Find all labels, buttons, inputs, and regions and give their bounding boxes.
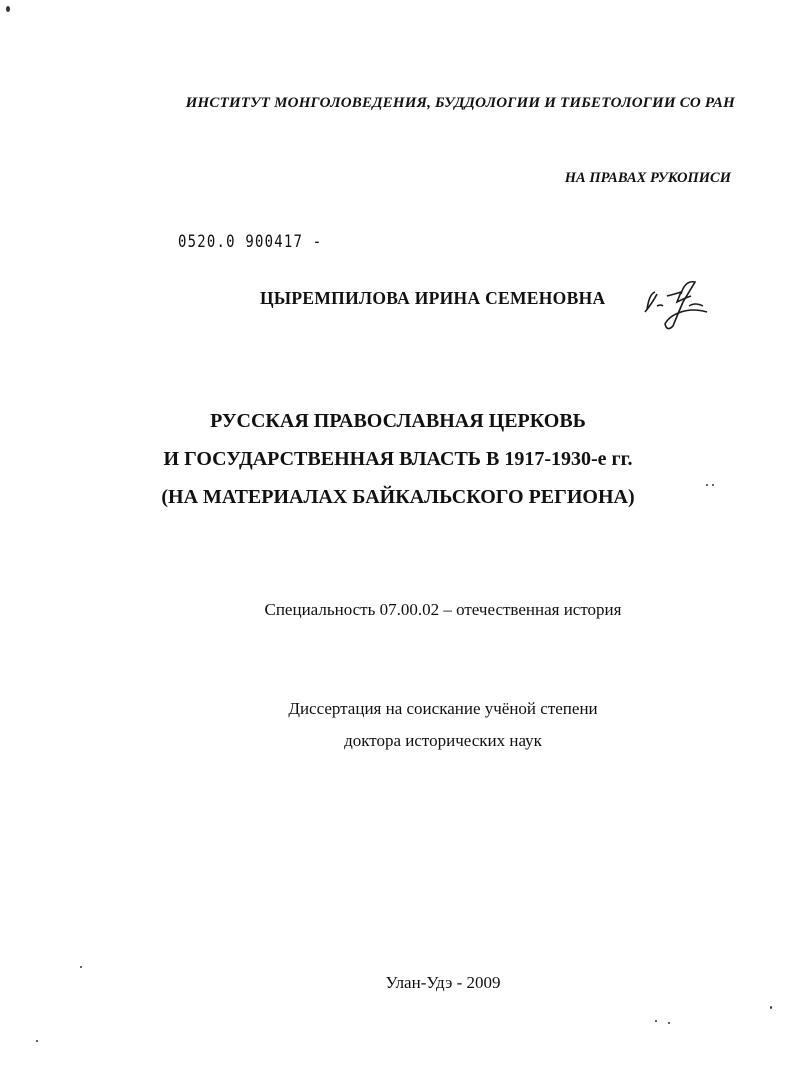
scan-speck [770, 1006, 772, 1009]
scan-speck [6, 6, 10, 12]
title-line-3: (НА МАТЕРИАЛАХ БАЙКАЛЬСКОГО РЕГИОНА) [161, 486, 635, 508]
scan-speck [668, 1022, 670, 1024]
institute-name: ИНСТИТУТ МОНГОЛОВЕДЕНИЯ, БУДДОЛОГИИ И ТИБЕТОЛОГИИ СО РАН [185, 95, 735, 111]
degree-line-2: доктора исторических наук [344, 731, 542, 750]
author-name: ЦЫРЕМПИЛОВА ИРИНА СЕМЕНОВНА [260, 288, 606, 308]
specialty-line: Специальность 07.00.02 – отечественная история [264, 600, 622, 619]
degree-statement [0, 693, 796, 757]
scan-speck [706, 484, 708, 486]
dissertation-title [0, 402, 796, 516]
city-year: Улан-Удэ - 2009 [385, 973, 501, 992]
handwritten-signature-icon [637, 272, 717, 334]
degree-line-1: Диссертация на соискание учёной степени [288, 699, 598, 718]
scan-speck [712, 484, 714, 486]
manuscript-rights-label: НА ПРАВАХ РУКОПИСИ [564, 170, 731, 186]
registration-stamp-number: 0520.0 900417 - [178, 232, 323, 252]
scan-speck [655, 1020, 657, 1022]
scan-speck [80, 966, 82, 968]
title-line-2: И ГОСУДАРСТВЕННАЯ ВЛАСТЬ В 1917-1930-е гг. [163, 448, 633, 470]
scan-speck [36, 1040, 38, 1042]
title-line-1: РУССКАЯ ПРАВОСЛАВНАЯ ЦЕРКОВЬ [210, 410, 586, 432]
